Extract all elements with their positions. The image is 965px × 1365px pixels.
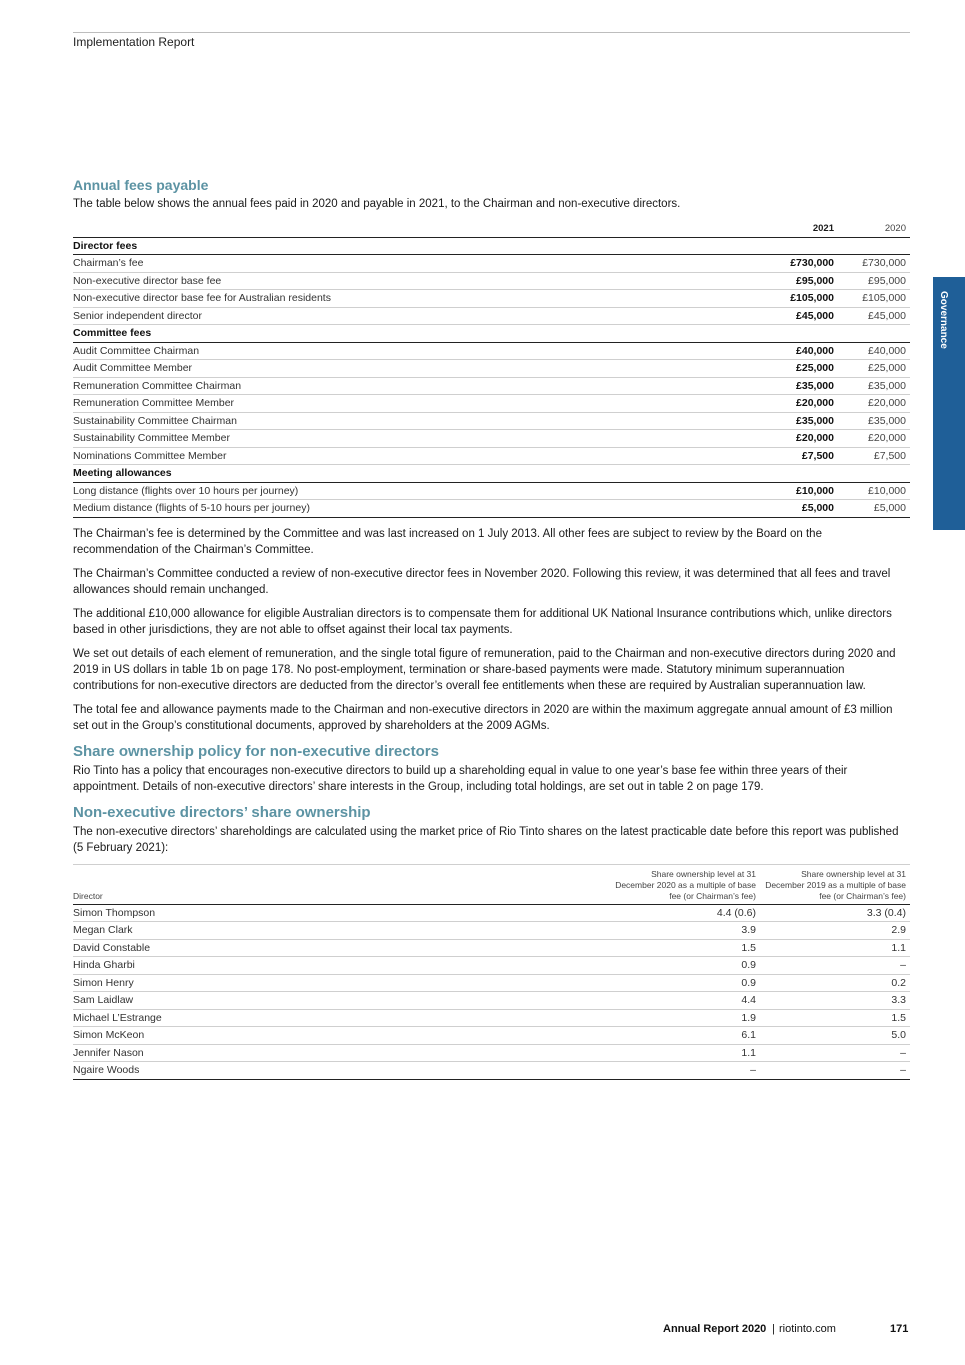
section-side-tab — [933, 277, 965, 530]
ownership-2019: – — [760, 1062, 910, 1080]
fee-2021: £35,000 — [758, 377, 838, 395]
fees-notes — [73, 526, 910, 734]
director-name: Simon Henry — [73, 974, 610, 992]
fees-group-label: Meeting allowances — [73, 465, 910, 483]
director-name: Simon Thompson — [73, 904, 610, 922]
ownership-2019: – — [760, 1044, 910, 1062]
fee-2020: £40,000 — [838, 342, 910, 360]
fee-label: Audit Committee Member — [73, 360, 758, 378]
fees-row — [73, 307, 910, 325]
share-policy-heading: Share ownership policy for non-executive directors — [73, 742, 439, 760]
fee-2020: £20,000 — [838, 395, 910, 413]
header-rule — [73, 32, 910, 33]
footer-site[interactable]: riotinto.com — [779, 1323, 836, 1335]
fee-label: Sustainability Committee Member — [73, 430, 758, 448]
ownership-row — [73, 974, 910, 992]
fees-row — [73, 360, 910, 378]
fee-label: Medium distance (flights of 5-10 hours per journey) — [73, 500, 758, 518]
fee-2021: £10,000 — [758, 482, 838, 500]
fee-2021: £25,000 — [758, 360, 838, 378]
fees-row — [73, 272, 910, 290]
fee-2021: £105,000 — [758, 290, 838, 308]
fee-label: Long distance (flights over 10 hours per journey) — [73, 482, 758, 500]
fee-2020: £20,000 — [838, 430, 910, 448]
fee-2020: £35,000 — [838, 412, 910, 430]
fee-label: Remuneration Committee Member — [73, 395, 758, 413]
director-name: Jennifer Nason — [73, 1044, 610, 1062]
ownership-row — [73, 1062, 910, 1080]
fee-2020: £730,000 — [838, 255, 910, 273]
annual-fees-intro: The table below shows the annual fees paid in 2020 and payable in 2021, to the Chairman and non-executive directors. — [73, 198, 681, 210]
ownership-row — [73, 922, 910, 940]
fees-group-row — [73, 237, 910, 255]
ownership-2019: 3.3 — [760, 992, 910, 1010]
ownership-2020: 1.1 — [610, 1044, 760, 1062]
director-name: Michael L’Estrange — [73, 1009, 610, 1027]
fee-label: Non-executive director base fee — [73, 272, 758, 290]
own-col-2019: Share ownership level at 31 December 2019 as a multiple of base fee (or Chairman’s fee) — [765, 868, 906, 901]
ownership-row — [73, 992, 910, 1010]
director-name: Simon McKeon — [73, 1027, 610, 1045]
fee-2021: £45,000 — [758, 307, 838, 325]
ownership-2020: 6.1 — [610, 1027, 760, 1045]
ownership-2020: 3.9 — [610, 922, 760, 940]
fee-2020: £7,500 — [838, 447, 910, 465]
fees-row — [73, 500, 910, 518]
fee-2021: £5,000 — [758, 500, 838, 518]
fee-label: Sustainability Committee Chairman — [73, 412, 758, 430]
fee-label: Non-executive director base fee for Australian residents — [73, 290, 758, 308]
fee-2021: £730,000 — [758, 255, 838, 273]
ownership-row — [73, 939, 910, 957]
ownership-2020: 4.4 (0.6) — [610, 904, 760, 922]
header-title: Implementation Report — [73, 35, 195, 49]
share-ownership-table — [73, 864, 910, 1080]
fees-label-header — [73, 220, 758, 237]
fee-2020: £5,000 — [838, 500, 910, 518]
ownership-2019: 3.3 (0.4) — [760, 904, 910, 922]
fees-group-row — [73, 465, 910, 483]
fee-2020: £10,000 — [838, 482, 910, 500]
side-tab-label: Governance — [938, 291, 949, 349]
fee-2021: £7,500 — [758, 447, 838, 465]
fee-2020: £45,000 — [838, 307, 910, 325]
director-name: Hinda Gharbi — [73, 957, 610, 975]
ownership-2019: – — [760, 957, 910, 975]
ownership-2020: 1.9 — [610, 1009, 760, 1027]
ownership-2020: 0.9 — [610, 974, 760, 992]
fees-note-paragraph: We set out details of each element of remuneration, and the single total figure of remuneration, paid to the Chairman and non-executive directors during 2020 and 2019 in US dollars in table 1b on page 178. No post-employment, termination or share-based payments were made. Statutory minimum superannuation contributions for non-executive directors are deducted from the director’s overall fee entitlements when these are required by Australian superannuation law. — [73, 647, 896, 692]
fee-label: Senior independent director — [73, 307, 758, 325]
page-number: 171 — [890, 1323, 909, 1335]
fee-2021: £20,000 — [758, 430, 838, 448]
page-content — [73, 176, 910, 1080]
director-name: David Constable — [73, 939, 610, 957]
director-name: Sam Laidlaw — [73, 992, 610, 1010]
fees-row — [73, 342, 910, 360]
fee-2021: £35,000 — [758, 412, 838, 430]
fees-row — [73, 447, 910, 465]
ownership-row — [73, 1027, 910, 1045]
fee-2020: £35,000 — [838, 377, 910, 395]
fees-note-paragraph: The total fee and allowance payments made to the Chairman and non-executive directors in 2020 are within the maximum aggregate annual amount of £3 million set out in the Group’s constitutional documents, approved by shareholders at the 2009 AGMs. — [73, 703, 893, 732]
director-name: Megan Clark — [73, 922, 610, 940]
ownership-2020: – — [610, 1062, 760, 1080]
ownership-2020: 0.9 — [610, 957, 760, 975]
ownership-2019: 5.0 — [760, 1027, 910, 1045]
fee-2021: £40,000 — [758, 342, 838, 360]
ownership-2020: 1.5 — [610, 939, 760, 957]
fee-2020: £105,000 — [838, 290, 910, 308]
ownership-row — [73, 957, 910, 975]
fees-row — [73, 395, 910, 413]
fee-label: Nominations Committee Member — [73, 447, 758, 465]
own-col-director: Director — [73, 890, 103, 901]
ownership-row — [73, 904, 910, 922]
director-name: Ngaire Woods — [73, 1062, 610, 1080]
fee-2020: £25,000 — [838, 360, 910, 378]
fees-group-label: Director fees — [73, 237, 910, 255]
fees-col-2021: 2021 — [812, 223, 834, 235]
ownership-2019: 2.9 — [760, 922, 910, 940]
fee-2021: £20,000 — [758, 395, 838, 413]
ownership-2020: 4.4 — [610, 992, 760, 1010]
annual-fees-heading: Annual fees payable — [73, 177, 209, 193]
fee-label: Chairman’s fee — [73, 255, 758, 273]
fees-note-paragraph: The additional £10,000 allowance for eligible Australian directors is to compensate them for additional UK National Insurance contributions which, unlike directors based in other jurisdictions, they are not able to offset against their local tax payments. — [73, 607, 892, 636]
footer-report-title: Annual Report 2020 — [663, 1323, 767, 1335]
ownership-row — [73, 1009, 910, 1027]
footer-separator: | — [772, 1323, 775, 1335]
ownership-2019: 0.2 — [760, 974, 910, 992]
ownership-row — [73, 1044, 910, 1062]
fees-row — [73, 290, 910, 308]
fees-row — [73, 255, 910, 273]
fee-2020: £95,000 — [838, 272, 910, 290]
fee-label: Audit Committee Chairman — [73, 342, 758, 360]
share-ownership-intro: The non-executive directors’ shareholdings are calculated using the market price of Rio Tinto shares on the latest practicable date before this report was published (5 February 2021): — [73, 825, 899, 854]
fees-group-row — [73, 325, 910, 343]
annual-fees-table — [73, 220, 910, 518]
ownership-2019: 1.1 — [760, 939, 910, 957]
fees-row — [73, 430, 910, 448]
share-policy-text: Rio Tinto has a policy that encourages non-executive directors to build up a shareholding equal in value to one year’s base fee within three years of their appointment. Details of non-executive directors’ share interests in the Group, including total holdings, are set out in table 2 on page 179. — [73, 764, 848, 793]
share-ownership-heading: Non-executive directors’ share ownership — [73, 803, 371, 821]
ownership-2019: 1.5 — [760, 1009, 910, 1027]
fees-col-2020: 2020 — [884, 223, 906, 235]
fees-note-paragraph: The Chairman’s Committee conducted a review of non-executive director fees in November 2020. Following this review, it was determined that all fees and travel allowances should remain unchanged. — [73, 567, 891, 596]
fees-row — [73, 377, 910, 395]
fees-row — [73, 412, 910, 430]
fees-note-paragraph: The Chairman’s fee is determined by the Committee and was last increased on 1 July 2013. All other fees are subject to review by the Board on the recommendation of the Chairman’s Committee. — [73, 527, 822, 556]
fees-row — [73, 482, 910, 500]
own-col-2020: Share ownership level at 31 December 2020 as a multiple of base fee (or Chairman’s fee) — [615, 868, 756, 901]
fees-group-label: Committee fees — [73, 325, 910, 343]
fee-2021: £95,000 — [758, 272, 838, 290]
fee-label: Remuneration Committee Chairman — [73, 377, 758, 395]
